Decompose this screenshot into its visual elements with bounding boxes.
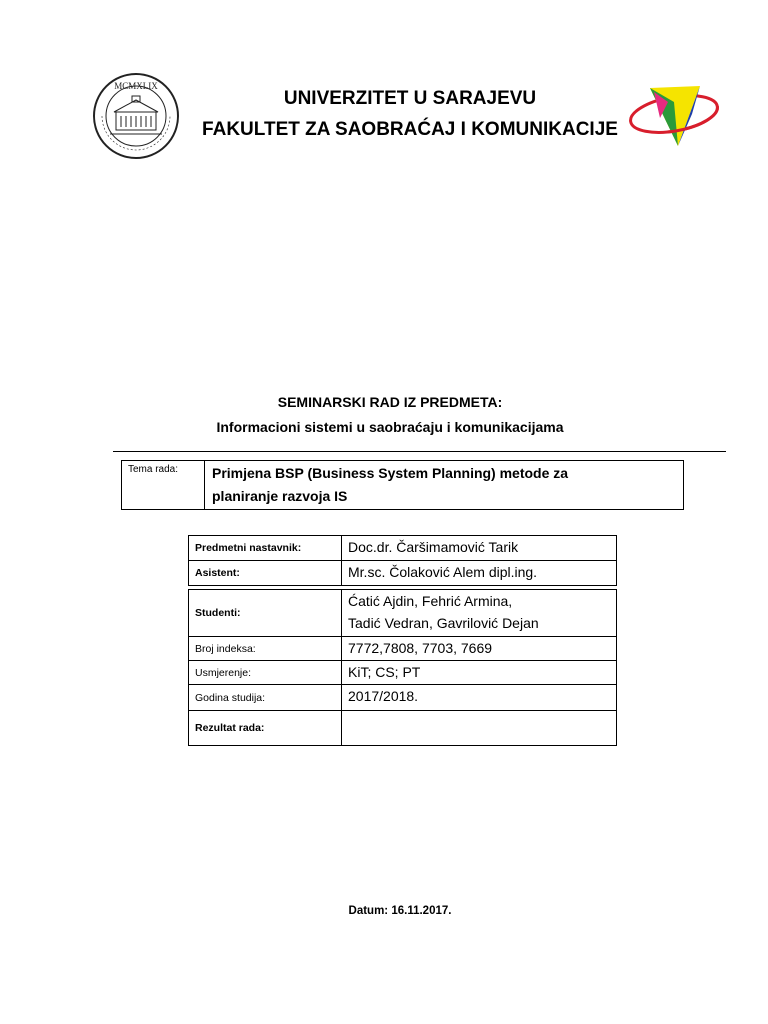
direction-value: KiT; CS; PT bbox=[342, 661, 617, 685]
students-line2: Tadić Vedran, Gavrilović Dejan bbox=[348, 615, 539, 631]
teacher-value: Doc.dr. Čaršimamović Tarik bbox=[342, 536, 617, 561]
table-row bbox=[189, 685, 617, 711]
result-label: Rezultat rada: bbox=[189, 711, 342, 746]
assistant-value: Mr.sc. Čolaković Alem dipl.ing. bbox=[342, 561, 617, 586]
students-label: Studenti: bbox=[189, 590, 342, 637]
topic-row bbox=[122, 461, 684, 510]
date-line: Datum: 16.11.2017. bbox=[348, 905, 452, 917]
faculty-title: FAKULTET ZA SAOBRAĆAJ I KOMUNIKACIJE bbox=[202, 119, 618, 140]
assistant-label: Asistent: bbox=[189, 561, 342, 586]
seal-year: MCMXLIX bbox=[114, 81, 158, 91]
result-value bbox=[342, 711, 617, 746]
university-title: UNIVERZITET U SARAJEVU bbox=[283, 88, 537, 109]
year-value: 2017/2018. bbox=[342, 685, 617, 711]
year-label: Godina studija: bbox=[189, 685, 342, 711]
students-line1: Ćatić Ajdin, Fehrić Armina, bbox=[348, 593, 513, 609]
table-row bbox=[189, 637, 617, 661]
table-row bbox=[189, 590, 617, 637]
topic-value-line1: Primjena BSP (Business System Planning) metode za bbox=[212, 465, 569, 481]
table-row bbox=[189, 661, 617, 685]
student-table bbox=[188, 589, 617, 746]
topic-value bbox=[205, 461, 684, 510]
horizontal-divider bbox=[113, 451, 726, 452]
students-value bbox=[342, 590, 617, 637]
index-label: Broj indeksa: bbox=[189, 637, 342, 661]
course-name: Informacioni sistemi u saobraćaju i komunikacijama bbox=[216, 419, 564, 435]
table-row bbox=[189, 561, 617, 586]
direction-label: Usmjerenje: bbox=[189, 661, 342, 685]
seminar-heading: SEMINARSKI RAD IZ PREDMETA: bbox=[277, 394, 503, 410]
index-value: 7772,7808, 7703, 7669 bbox=[342, 637, 617, 661]
topic-value-line2: planiranje razvoja IS bbox=[212, 488, 348, 504]
topic-table bbox=[121, 460, 684, 510]
topic-label: Tema rada: bbox=[122, 461, 205, 510]
table-row bbox=[189, 536, 617, 561]
table-row bbox=[189, 711, 617, 746]
staff-table bbox=[188, 535, 617, 586]
teacher-label: Predmetni nastavnik: bbox=[189, 536, 342, 561]
